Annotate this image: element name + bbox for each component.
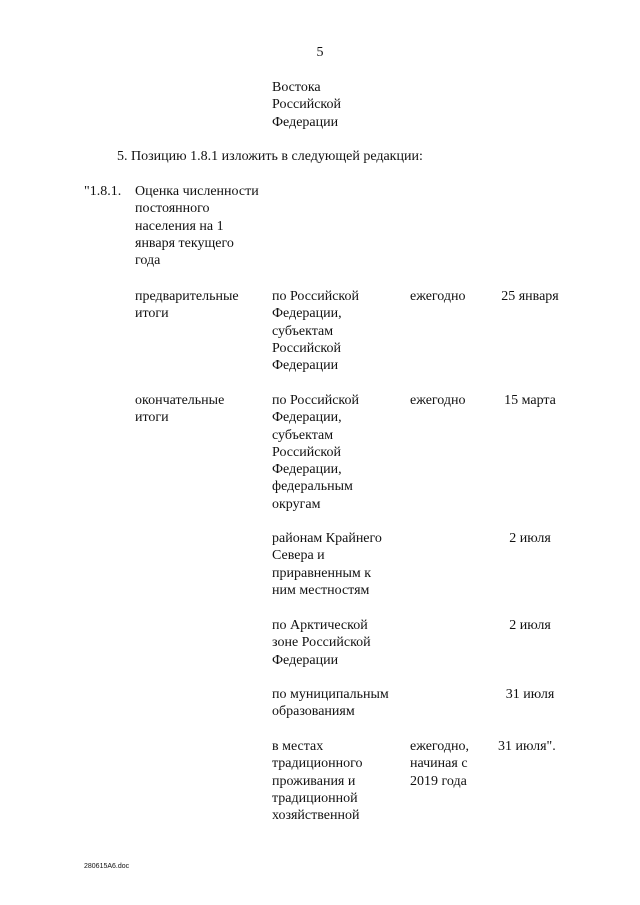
row-periodicity: ежегодно, начиная с 2019 года <box>410 739 470 789</box>
row-deadline: 2 июля <box>509 618 551 633</box>
page-number: 5 <box>316 45 324 60</box>
row-deadline: 2 июля <box>509 531 551 546</box>
row-breakdown: по Российской Федерации, субъектам Российской Федерации <box>272 289 359 374</box>
instruction-text: 5. Позицию 1.8.1 изложить в следующей редакции: <box>117 149 423 164</box>
row-deadline: 31 июля". <box>498 739 556 754</box>
item-title: Оценка численности постоянного населения на 1 января текущего года <box>135 184 259 269</box>
continuation-text: Востока Российской Федерации <box>272 80 341 130</box>
row-breakdown: районам Крайнего Севера и приравненным к ним местностям <box>272 531 382 598</box>
row-breakdown: по Российской Федерации, субъектам Российской Федерации, федеральным округам <box>272 393 359 512</box>
row-breakdown: по Арктической зоне Российской Федерации <box>272 618 371 668</box>
row-deadline: 31 июля <box>505 687 555 702</box>
row-category: предварительные итоги <box>135 289 239 322</box>
row-periodicity: ежегодно <box>410 393 466 408</box>
footer-filename: 280615A6.doc <box>84 863 130 870</box>
row-category: окончательные итоги <box>135 393 225 426</box>
row-periodicity: ежегодно <box>410 289 466 304</box>
item-number: "1.8.1. <box>84 184 122 199</box>
row-breakdown: в местах традиционного проживания и традиционной хозяйственной <box>272 739 363 824</box>
row-breakdown: по муниципальным образованиям <box>272 687 389 720</box>
row-deadline: 25 января <box>501 289 559 304</box>
row-deadline: 15 марта <box>504 393 556 408</box>
